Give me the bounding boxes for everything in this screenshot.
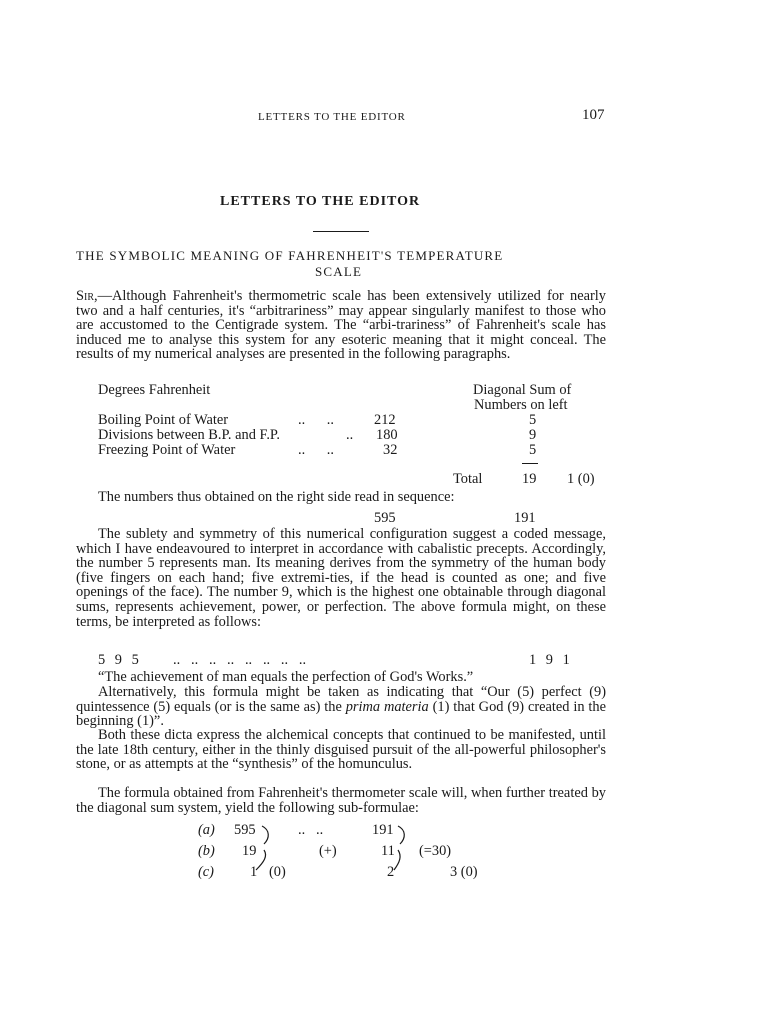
subformula-b-label: (b): [198, 843, 215, 859]
subformula-c-label: (c): [198, 864, 214, 880]
paragraph-interpretation: The sublety and symmetry of this numerical configuration suggest a coded message, which I have endeavoured to interpret in accordance with cabalistic precepts. Accordingly, the number 5 represents man. Its meaning derives from the symmetry of the human body (five fingers on each hand; five extremi-ties, if the head is counted as one; and five openings of the face). The number 9, which is the highest one obtainable through diagonal sums, represents achievement, power, or perfection. The above formula might, on these terms, be interpreted as follows:: [76, 526, 606, 630]
bracket-left-upper: [262, 826, 268, 844]
paragraph-alchemy: Both these dicta express the alchemical concepts that continued to be manifested, until the late 18th century, either in the thinly disguised pursuit of the all-powerful philosopher's stone, or as attempts at the “synthesis” of the homunculus.: [76, 727, 606, 773]
subformula-b-op: (+): [319, 843, 337, 859]
alt-text-before: Alternatively, this formula might be taken as indicating that “Our (5) perfect (9) quintessence (5) equals (or is the same as) the: [76, 684, 606, 715]
subformula-c-left-extra: (0): [269, 864, 286, 880]
table-col2-header-line1: Diagonal Sum of: [473, 382, 572, 398]
table-col1-header: Degrees Fahrenheit: [98, 382, 211, 398]
table-total-label: Total: [453, 471, 483, 487]
intro-text: ,—Although Fahrenheit's thermometric scale has been extensively utilized for nearly two and a half centuries, it's “arbitrariness” may appear singularly manifest to those who are accustomed to the Centigrade system. The “arbi-trariness” of Fahrenheit's scale has induced me to analyse this system for any esoteric meaning that it might conceal. The results of my numerical analyses are presented in the following paragraphs.: [76, 288, 606, 363]
subformula-b-eq: (=30): [419, 843, 452, 859]
formula-left: 5 9 5: [98, 652, 142, 668]
table-row-label: Freezing Point of Water: [98, 442, 236, 458]
table-row-dots: ..: [346, 427, 354, 443]
subformula-a-dots: .. ..: [298, 822, 324, 838]
subformula-brackets: [240, 820, 420, 886]
subformula-a-right: 191: [372, 822, 394, 838]
subformula-a-label: (a): [198, 822, 215, 838]
table-row-sum: 9: [529, 427, 537, 443]
paragraph-alternative: [76, 685, 606, 729]
subformula-c-right: 2: [387, 864, 395, 880]
table-total-extra: 1 (0): [567, 471, 595, 487]
paragraph-sequence-intro: The numbers thus obtained on the right side read in sequence:: [98, 489, 455, 505]
paragraph-intro: [76, 289, 606, 362]
sequence-left: 595: [374, 510, 396, 526]
article-title-line1: THE SYMBOLIC MEANING OF FAHRENHEIT'S TEMPERATURE: [76, 248, 504, 263]
table-row-sum: 5: [529, 442, 537, 458]
formula-right: 1 9 1: [529, 652, 573, 668]
sequence-right: 191: [514, 510, 536, 526]
subformula-b-right: 11: [381, 843, 395, 859]
section-title: LETTERS TO THE EDITOR: [220, 194, 421, 209]
bracket-right-lower: [394, 850, 400, 870]
table-total-value: 19: [522, 471, 537, 487]
running-head: LETTERS TO THE EDITOR: [258, 111, 406, 123]
table-row-dots: .. ..: [298, 442, 334, 458]
alt-text-after: (1) that God (9) created in the beginning (1)”.: [76, 698, 606, 730]
title-rule: [313, 231, 369, 232]
table-col2-header-line2: Numbers on left: [474, 397, 568, 413]
subformula-a-left: 595: [234, 822, 256, 838]
subformula-c-left: 1: [250, 864, 258, 880]
subformula-c-final: 3 (0): [450, 864, 478, 880]
paragraph-subformulae-intro: The formula obtained from Fahrenheit's thermometer scale will, when further treated by the diagonal sum system, yield the following sub-formulae:: [76, 785, 606, 816]
sum-rule: [522, 463, 538, 464]
formula-dots: .. .. .. .. .. .. .. ..: [173, 652, 307, 668]
page-number: 107: [582, 107, 605, 123]
article-title-line2: SCALE: [315, 264, 363, 279]
bracket-left-lower: [256, 850, 266, 870]
table-row-label: Divisions between B.P. and F.P.: [98, 427, 280, 443]
prima-materia: prima materia: [345, 698, 429, 715]
table-row-dots: .. ..: [298, 412, 334, 428]
table-row-value: 212: [374, 412, 396, 428]
table-row-sum: 5: [529, 412, 537, 428]
bracket-right-upper: [398, 826, 404, 844]
table-row-label: Boiling Point of Water: [98, 412, 229, 428]
table-row-value: 32: [383, 442, 398, 458]
subformula-b-left: 19: [242, 843, 257, 859]
table-row-value: 180: [376, 427, 398, 443]
quote: “The achievement of man equals the perfection of God's Works.”: [98, 669, 474, 685]
salutation: Sir: [76, 288, 95, 304]
